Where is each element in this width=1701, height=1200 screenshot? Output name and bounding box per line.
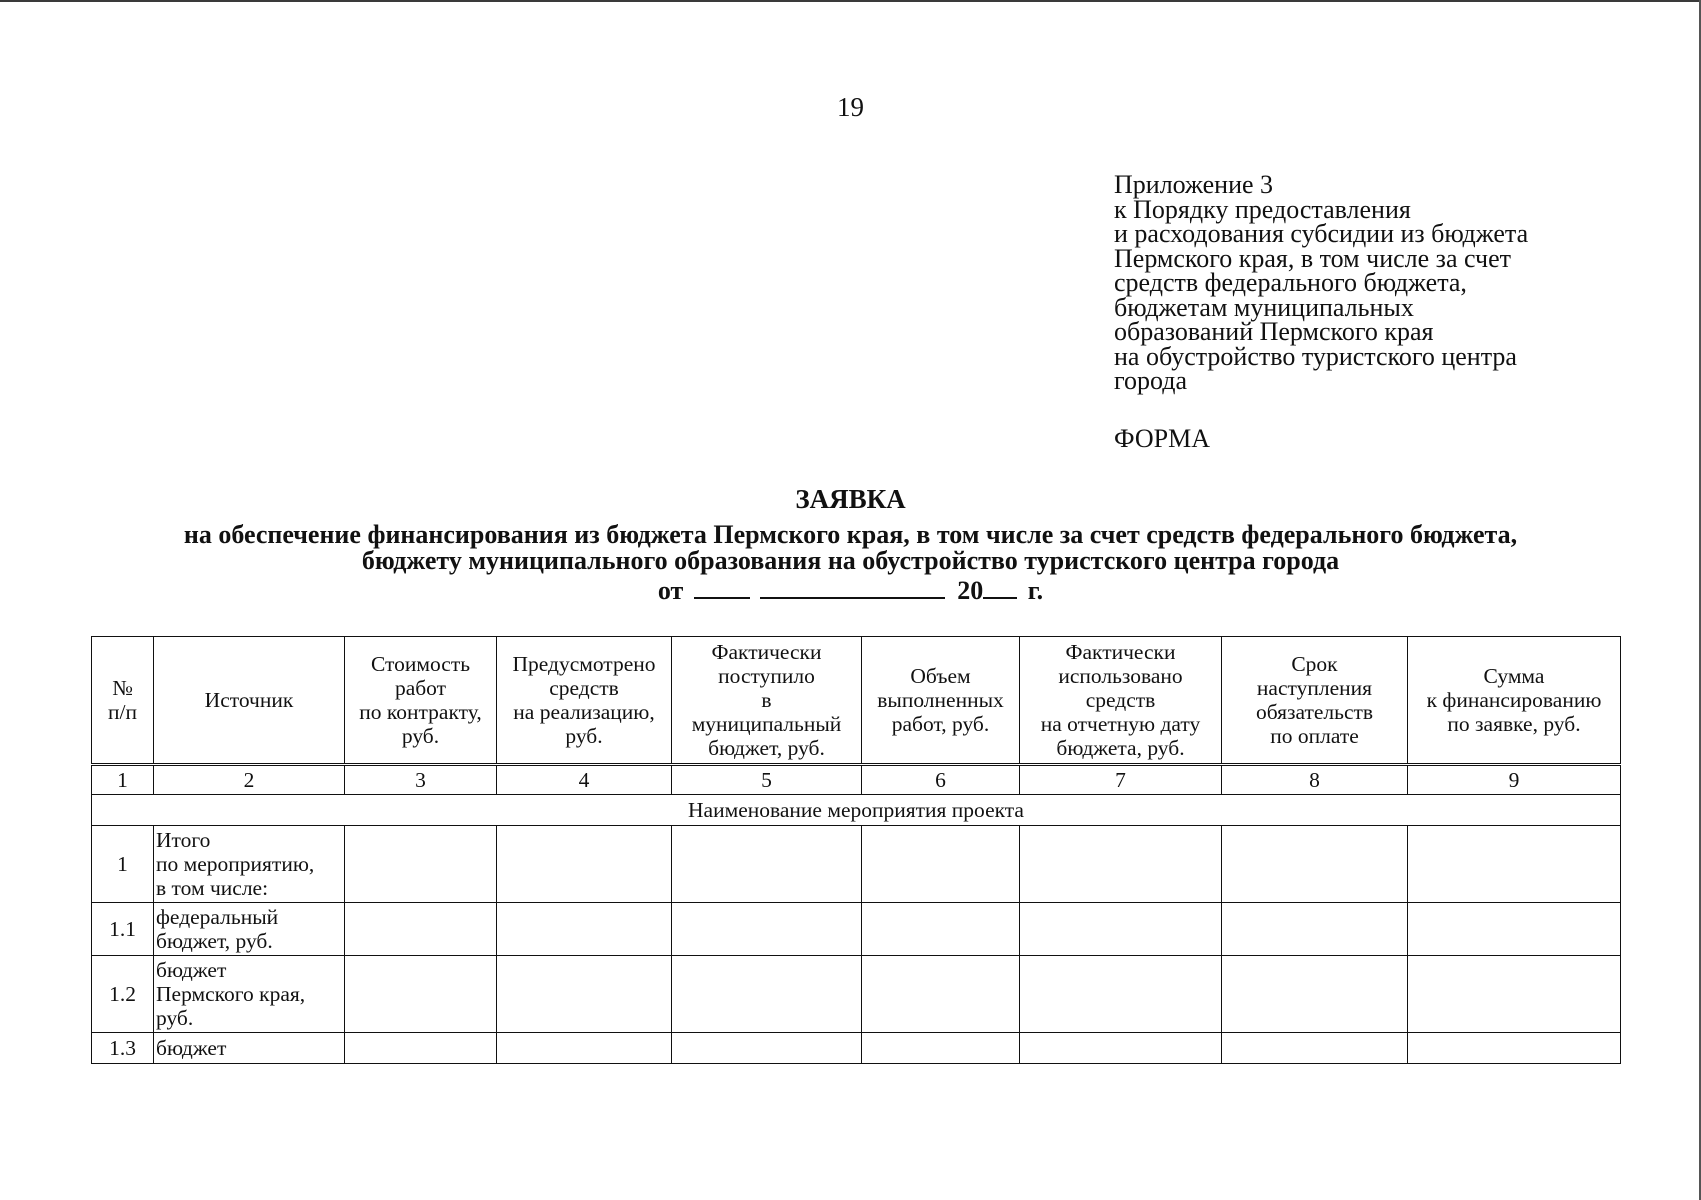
empty-value-cell [345,903,497,956]
header-cell-payment-term: Срок наступления обязательств по оплате [1222,637,1408,765]
row-number-cell: 1.3 [92,1033,154,1064]
header-cell-contract-cost: Стоимость работ по контракту, руб. [345,637,497,765]
column-number-cell: 6 [862,765,1020,795]
empty-value-cell [1408,826,1621,903]
document-subtitle [0,522,1701,573]
empty-value-cell [672,903,862,956]
header-cell-number: № п/п [92,637,154,765]
empty-value-cell [1020,956,1222,1033]
empty-value-cell [497,903,672,956]
day-blank [694,575,750,599]
row-source-cell: бюджет [154,1033,345,1064]
page-number: 19 [837,92,864,122]
empty-value-cell [1408,956,1621,1033]
date-prefix: от [657,576,684,605]
table-row [92,1033,1621,1064]
appendix-block [1114,170,1634,395]
year-prefix: 20 [957,576,984,605]
empty-value-cell [1408,1033,1621,1064]
empty-value-cell [1222,826,1408,903]
request-table [91,636,1621,1064]
empty-value-cell [862,903,1020,956]
column-number-cell: 5 [672,765,862,795]
empty-value-cell [1020,826,1222,903]
column-number-row [92,765,1621,795]
empty-value-cell [1020,1033,1222,1064]
year-blank [983,575,1017,599]
appendix-line: к Порядку предоставления [1114,194,1411,224]
row-number-cell: 1 [92,826,154,903]
table-header-row [92,637,1621,765]
empty-value-cell [672,1033,862,1064]
appendix-line: средств федерального бюджета, [1114,268,1467,297]
empty-value-cell [1408,903,1621,956]
empty-value-cell [497,826,672,903]
column-number-cell: 3 [345,765,497,795]
table-row [92,956,1621,1033]
section-title-row [92,795,1621,826]
appendix-line: города [1114,366,1188,395]
date-line [0,575,1701,606]
empty-value-cell [345,1033,497,1064]
empty-value-cell [1020,903,1222,956]
appendix-line: образований Пермского края [1114,317,1434,346]
header-cell-used-funds: Фактически использовано средств на отчетную дату бюджета, руб. [1020,637,1222,765]
scan-edge-top [0,0,1701,2]
subtitle-line: бюджету муниципального образования на обустройство туристского центра города [361,545,1340,575]
column-number-cell: 2 [154,765,345,795]
section-title-cell: Наименование мероприятия проекта [92,795,1621,826]
document-title: ЗАЯВКА [795,484,906,514]
header-cell-request-amount: Сумма к финансированию по заявке, руб. [1408,637,1621,765]
header-cell-source: Источник [154,637,345,765]
table-row [92,903,1621,956]
appendix-line: бюджетам муниципальных [1114,292,1414,322]
form-label: ФОРМА [1114,424,1210,453]
empty-value-cell [1222,1033,1408,1064]
header-cell-completed-works: Объем выполненных работ, руб. [862,637,1020,765]
column-number-cell: 4 [497,765,672,795]
empty-value-cell [345,826,497,903]
empty-value-cell [1222,956,1408,1033]
row-source-cell: Итого по мероприятию, в том числе: [154,826,345,903]
column-number-cell: 7 [1020,765,1222,795]
empty-value-cell [345,956,497,1033]
row-source-cell: федеральный бюджет, руб. [154,903,345,956]
appendix-line: на обустройство туристского центра [1114,341,1517,371]
appendix-line: и расходования субсидии из бюджета [1114,219,1529,248]
column-number-cell: 9 [1408,765,1621,795]
appendix-line: Пермского края, в том числе за счет [1114,243,1511,273]
row-number-cell: 1.1 [92,903,154,956]
empty-value-cell [672,826,862,903]
date-suffix: г. [1027,576,1044,605]
column-number-cell: 8 [1222,765,1408,795]
month-blank [760,575,945,599]
empty-value-cell [862,1033,1020,1064]
empty-value-cell [1222,903,1408,956]
column-number-cell: 1 [92,765,154,795]
empty-value-cell [862,956,1020,1033]
header-cell-received-funds: Фактически поступило в муниципальный бюджет, руб. [672,637,862,765]
row-number-cell: 1.2 [92,956,154,1033]
header-cell-planned-funds: Предусмотрено средств на реализацию, руб. [497,637,672,765]
empty-value-cell [497,1033,672,1064]
subtitle-line: на обеспечение финансирования из бюджета Пермского края, в том числе за счет средств федерального бюджета, [183,520,1518,549]
empty-value-cell [862,826,1020,903]
appendix-line: Приложение 3 [1114,170,1274,199]
row-source-cell: бюджет Пермского края, руб. [154,956,345,1033]
empty-value-cell [672,956,862,1033]
table-row [92,826,1621,903]
empty-value-cell [497,956,672,1033]
